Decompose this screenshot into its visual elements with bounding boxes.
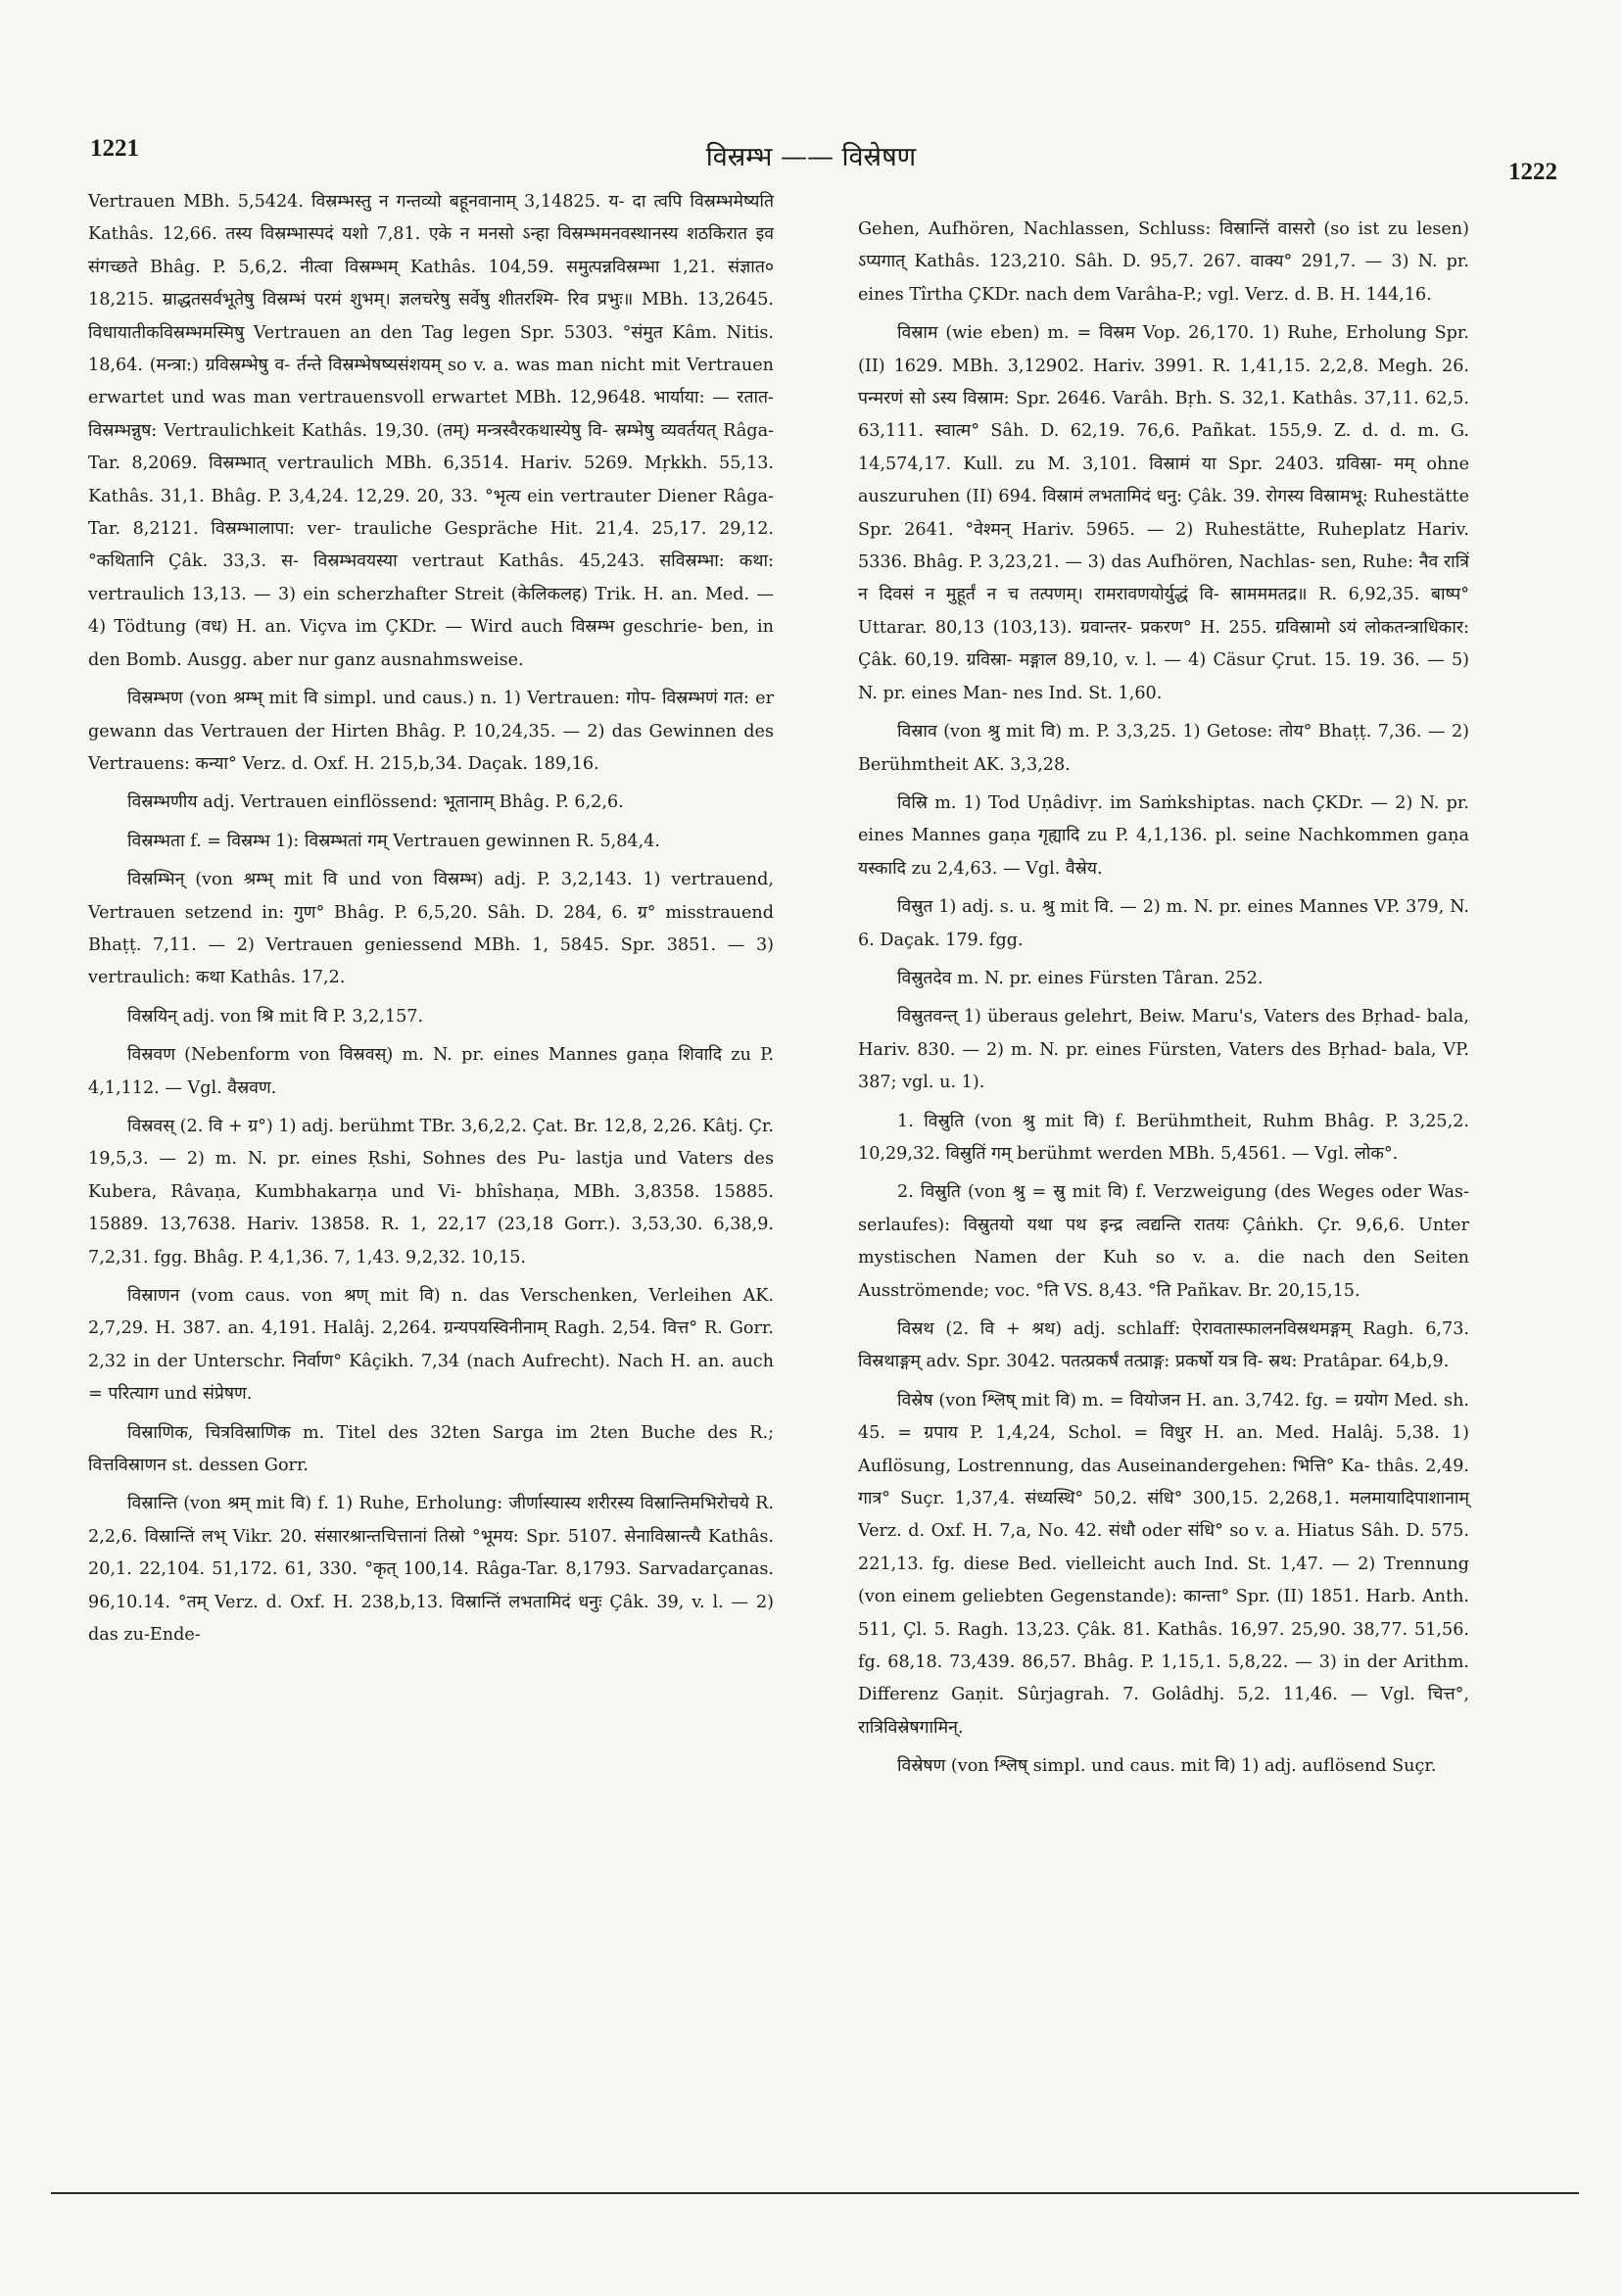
dictionary-entry: विस्रवण (Nebenform von विस्रवस्) m. N. pr. eines Mannes gaṇa शिवादि zu P. 4,1,112. — Vgl. वैस्रवण. [88,1045,774,1098]
dictionary-entry: विस्रम्भणीय adj. Vertrauen einflössend: भूतानाम् Bhâg. P. 6,2,6. [127,792,624,813]
dictionary-entry: विस्रम्भण (von श्रम्भ् mit वि simpl. und caus.) n. 1) Vertrauen: गोप- विस्रम्भणं गत: er gewann das Vertrauen der Hirten Bhâg. P. 10,24,35. — 2) das Gewinnen des Vertrauens: कन्या° Verz. d. Oxf. H. 215,b,34. Daçak. 189,16. [88,689,774,774]
dictionary-entry: विस्राणन (vom caus. von श्रण् mit वि) n. das Verschenken, Verleihen AK. 2,7,29. H. 387. an. 4,191. Halâj. 2,264. ग्रन्यपयस्विनीनाम् Ragh. 2,54. वित्त° R. Gorr. 2,32 in der Unterschr. निर्वाण° Kâçikh. 7,34 (nach Aufrecht). Nach H. an. auch = परित्याग und संप्रेषण. [88,1286,774,1405]
right-column [858,214,1469,1790]
dictionary-entry: Vertrauen MBh. 5,5424. विस्रम्भस्तु न गन्तव्यो बहूनवानाम् 3,14825. य- दा त्वपि विस्रम्भमेष्यति Kathâs. 12,66. तस्य विस्रम्भास्पदं यशो 7,81. एके न मनसो ऽन्हा विस्रम्भमनवस्थानस्य शठकिरात इव संगच्छते Bhâg. P. 5,6,2. नीत्वा विस्रम्भम् Kathâs. 104,59. समुत्पन्नविस्रम्भा 1,21. संज्ञात० 18,215. म्राद्धतसर्वभूतेषु विस्रम्भं परमं शुभम्। ज्ञलचरेषु सर्वेषु शीतरश्मि- रिव प्रभुः॥ MBh. 13,2645. विधायातीकविस्रम्भमस्मिषु Vertrauen an den Tag legen Spr. 5303. °संमुत Kâm. Nitis. 18,64. (मन्त्रा:) ग्रविस्रम्भेषु व- र्तन्ते विस्रम्भेषष्यसंशयम् so v. a. was man nicht mit Vertrauen erwartet und was man vertrauensvoll erwartet MBh. 12,9648. भार्याया: — रतात- विस्रम्भन्नुष: Vertraulichkeit Kathâs. 19,30. (तम्) मन्त्रस्वैरकथास्येषु वि- स्रम्भेषु व्यवर्तयत् Râga-Tar. 8,2069. विस्रम्भात् vertraulich MBh. 6,3514. Hariv. 5269. Mṛkkh. 55,13. Kathâs. 31,1. Bhâg. P. 3,4,24. 12,29. 20, 33. °भृत्य ein vertrauter Diener Râga-Tar. 8,2121. विस्रम्भालापा: ver- trauliche Gespräche Hit. 21,4. 25,17. 29,12. °कथितानि Çâk. 33,3. स- विस्रम्भवयस्या vertraut Kathâs. 45,243. सविस्रम्भा: कथा: vertraulich 13,13. — 3) ein scherzhafter Streit (केलिकलह) Trik. H. an. Med. — 4) Tödtung (वध) H. an. Viçva im ÇKDr. — Wird auch विस्रम्भ geschrie- ben, in den Bomb. Ausgg. aber nur ganz ausnahmsweise. [88,192,774,670]
dictionary-entry: विस्रम्भिन् (von श्रम्भ् mit वि und von विस्रम्भ) adj. P. 3,2,143. 1) vertrauend, Vertrauen setzend in: गुण° Bhâg. P. 6,5,20. Sâh. D. 284, 6. ग्र° misstrauend Bhaṭṭ. 7,11. — 2) Vertrauen geniessend MBh. 1, 5845. Spr. 3851. — 3) vertraulich: कथा Kathâs. 17,2. [88,870,774,988]
dictionary-entry: विस्रथ (2. वि + श्रथ) adj. schlaff: ऐरावतास्फालनविस्रथमङ्गम् Ragh. 6,73. विस्रथाङ्गम् adv. Spr. 3042. पतत्प्रकर्षं तत्प्राङ्ग: प्रकर्षो यत्र वि- स्रथ: Pratâpar. 64,b,9. [858,1319,1469,1372]
dictionary-entry: विस्रवस् (2. वि + ग्र°) 1) adj. berühmt TBr. 3,6,2,2. Çat. Br. 12,8, 2,26. Kâtj. Çr. 19,5,3. — 2) m. N. pr. eines Ṛshi, Sohnes des Pu- lastja und Vaters des Kubera, Râvaṇa, Kumbhakarṇa und Vi- bhîshaṇa, MBh. 3,8358. 15885. 15889. 13,7638. Hariv. 13858. R. 1, 22,17 (23,18 Gorr.). 3,53,30. 6,38,9. 7,2,31. fgg. Bhâg. P. 4,1,36. 7, 1,43. 9,2,32. 10,15. [88,1116,774,1268]
dictionary-entry: विस्राम (wie eben) m. = विस्रम Vop. 26,170. 1) Ruhe, Erholung Spr. (II) 1629. MBh. 3,12902. Hariv. 3991. R. 1,41,15. 2,2,8. Megh. 26. पन्मरणं सो ऽस्य विस्राम: Spr. 2646. Varâh. Bṛh. S. 32,1. Kathâs. 37,11. 62,5. 63,111. स्वात्म° Sâh. D. 62,19. 76,6. Pañkat. 155,9. Z. d. d. m. G. 14,574,17. Kull. zu M. 3,101. विस्रामं या Spr. 2403. ग्रविस्रा- मम् ohne auszuruhen (II) 694. विस्रामं लभतामिदं धनु: Çâk. 39. रोगस्य विस्रामभू: Ruhestätte Spr. 2641. °वेश्मन् Hariv. 5965. — 2) Ruhestätte, Ruheplatz Hariv. 5336. Bhâg. P. 3,23,21. — 3) das Aufhören, Nachlas- sen, Ruhe: नैव रात्रिं न दिवसं न मुहूर्तं न च तत्पणम्। रामरावणयोर्युद्धं वि- स्रामममतद्र॥ R. 6,92,35. बाष्प° Uttarar. 80,13 (103,13). ग्रवान्तर- प्रकरण° H. 255. ग्रविस्रामो ऽयं लोकतन्त्राधिकार: Çâk. 60,19. ग्रविस्रा- मङ्गाल 89,10, v. l. — 4) Cäsur Çrut. 15. 19. 36. — 5) N. pr. eines Man- nes Ind. St. 1,60. [858,323,1469,703]
dictionary-entry: 2. विस्रुति (von श्रु = स्रु mit वि) f. Verzweigung (des Weges oder Was- serlaufes): विस्रुतयो यथा पथ इन्द्र त्वद्यन्ति रातयः Çâṅkh. Çr. 9,6,6. Unter mystischen Namen der Kuh so v. a. die nach den Seiten Ausströmende; voc. °ति VS. 8,43. °ति Pañkav. Br. 20,15,15. [858,1182,1469,1301]
dictionary-entry: विस्रुतवन्त् 1) überaus gelehrt, Beiw. Maru's, Vaters des Bṛhad- bala, Hariv. 830. — 2) m. N. pr. eines Fürsten, Vaters des Bṛhad- bala, VP. 387; vgl. u. 1). [858,1007,1469,1093]
dictionary-entry: विस्रेष (von श्लिष् mit वि) m. = वियोजन H. an. 3,742. fg. = ग्रयोग Med. sh. 45. = ग्रपाय P. 1,4,24, Schol. = विधुर H. an. Med. Halâj. 5,38. 1) Auflösung, Lostrennung, das Auseinandergehen: भित्ति° Ka- thâs. 2,49. गात्र° Suçr. 1,37,4. संध्यस्थि° 50,2. संधि° 300,15. 2,268,1. मलमायादिपाशानाम् Verz. d. Oxf. H. 7,a, No. 42. संधौ oder संधि° so v. a. Hiatus Sâh. D. 575. 221,13. fg. diese Bed. vielleicht auch Ind. St. 1,47. — 2) Trennung (von einem geliebten Gegenstande): कान्ता° Spr. (II) 1851. Harb. Anth. 511, Çl. 5. Ragh. 13,23. Çâk. 81. Kathâs. 16,97. 25,90. 38,77. 51,56. fg. 68,18. 73,439. 86,57. Bhâg. P. 1,15,1. 5,8,22. — 3) in der Arithm. Differenz Gaṇit. Sûrjagrah. 7. Golâdhj. 5,2. 11,46. — Vgl. चित्त°, रात्रिविस्रेषगामिन्. [858,1390,1469,1738]
dictionary-entry: विस्रुतदेव m. N. pr. eines Fürsten Târan. 252. [897,968,1264,988]
left-column [88,186,774,1657]
dictionary-entry: विस्रुत 1) adj. s. u. श्रु mit वि. — 2) m. N. pr. eines Mannes VP. 379, N. 6. Daçak. 179. fgg. [858,897,1469,950]
dictionary-entry: विस्रयिन् adj. von श्रि mit वि P. 3,2,157. [127,1006,424,1027]
dictionary-entry: Gehen, Aufhören, Nachlassen, Schluss: विस्रान्तिं वासरो (so ist zu lesen) ऽप्यगात् Kathâs. 123,210. Sâh. D. 95,7. 267. वाक्य° 291,7. — 3) N. pr. eines Tîrtha ÇKDr. nach dem Varâha-P.; vgl. Verz. d. B. H. 144,16. [858,219,1469,305]
left-page-number: 1221 [90,135,139,162]
dictionary-entry: विस्राणिक, चित्रविस्राणिक m. Titel des 32ten Sarga im 2ten Buche des R.; वित्तविस्राणन st. dessen Gorr. [88,1422,774,1476]
dictionary-entry: 1. विस्रुति (von श्रु mit वि) f. Berühmtheit, Ruhm Bhâg. P. 3,25,2. 10,29,32. विस्रुतिं गम् berühmt werden MBh. 5,4561. — Vgl. लोक°. [858,1111,1469,1164]
right-page-number: 1222 [1508,159,1557,185]
dictionary-entry: विस्रान्ति (von श्रम् mit वि) f. 1) Ruhe, Erholung: जीर्णास्यास्य शरीरस्य विस्रान्तिमभिरोचये R. 2,2,6. विस्रान्तिं लभ् Vikr. 20. संसारश्रान्तचित्तानां तिस्रो °भूमय: Spr. 5107. सेनाविस्रान्त्यै Kathâs. 20,1. 22,104. 51,172. 61, 330. °कृत् 100,14. Râga-Tar. 8,1793. Sarvadarçanas. 96,10.14. °तम् Verz. d. Oxf. H. 238,b,13. विस्रान्तिं लभतामिदं धनुः Çâk. 39, v. l. — 2) das zu-Ende- [88,1494,774,1646]
dictionary-entry: विस्रम्भता f. = विस्रम्भ 1): विस्रम्भतां गम् Vertrauen gewinnen R. 5,84,4. [127,831,661,851]
dictionary-entry: विस्राव (von श्रु mit वि) m. P. 3,3,25. 1) Getose: तोय° Bhaṭṭ. 7,36. — 2) Berühmtheit AK. 3,3,28. [858,722,1469,775]
dictionary-entry: विस्रेषण (von श्लिष् simpl. und caus. mit वि) 1) adj. auflösend Suçr. [897,1756,1437,1777]
footer-rule [51,2192,1579,2194]
running-head: विस्रम्भ —— विस्रेषण [705,142,917,172]
dictionary-entry: विस्रि m. 1) Tod Uṇâdivṛ. im Saṁkshiptas. nach ÇKDr. — 2) N. pr. eines Mannes gaṇa गृह्यादि zu P. 4,1,136. pl. seine Nachkommen gaṇa यस्कादि zu 2,4,63. — Vgl. वैस्रेय. [858,792,1469,879]
